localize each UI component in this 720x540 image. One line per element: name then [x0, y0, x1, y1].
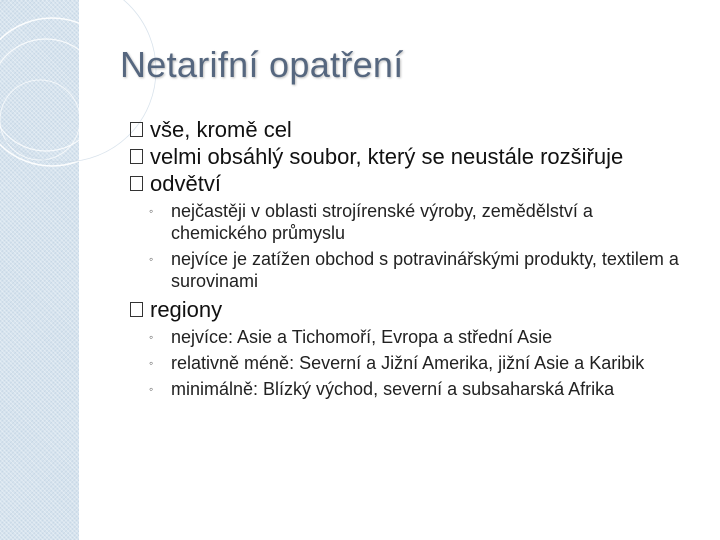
- bullet-list: [130, 116, 710, 404]
- sub-list: [130, 326, 710, 400]
- sub-list: [130, 200, 710, 292]
- ring-bullet-icon: ◦: [149, 356, 154, 370]
- slide-title: Netarifní opatření: [120, 44, 404, 85]
- item-text: velmi obsáhlý soubor, který se neustále rozšiřuje: [150, 144, 624, 169]
- item-text: odvětví: [150, 171, 221, 196]
- list-item: [130, 296, 710, 323]
- sub-list-item: [130, 248, 692, 292]
- checkbox-bullet-icon: [130, 122, 143, 137]
- sub-list-item: [130, 352, 692, 374]
- checkbox-bullet-icon: [130, 302, 143, 317]
- list-item: [130, 170, 710, 197]
- ring-bullet-icon: ◦: [149, 382, 154, 396]
- item-text: nejčastěji v oblasti strojírenské výroby, zemědělství a chemického průmyslu: [171, 201, 593, 243]
- ring-bullet-icon: ◦: [149, 330, 154, 344]
- item-text: regiony: [150, 297, 223, 322]
- checkbox-bullet-icon: [130, 149, 143, 164]
- ring-bullet-icon: ◦: [149, 252, 154, 266]
- sub-list-item: [130, 378, 692, 400]
- sub-list-item: [130, 326, 692, 348]
- item-text: minimálně: Blízký východ, severní a subsaharská Afrika: [171, 379, 615, 399]
- item-text: nejvíce je zatížen obchod s potravinářskými produkty, textilem a surovinami: [171, 249, 679, 291]
- item-text: nejvíce: Asie a Tichomoří, Evropa a střední Asie: [171, 327, 553, 347]
- ring-bullet-icon: ◦: [149, 204, 154, 218]
- checkbox-bullet-icon: [130, 176, 143, 191]
- list-item: [130, 116, 710, 143]
- sub-list-item: [130, 200, 692, 244]
- item-text: relativně méně: Severní a Jižní Amerika, jižní Asie a Karibik: [171, 353, 645, 373]
- item-text: vše, kromě cel: [150, 117, 292, 142]
- list-item: [130, 143, 710, 170]
